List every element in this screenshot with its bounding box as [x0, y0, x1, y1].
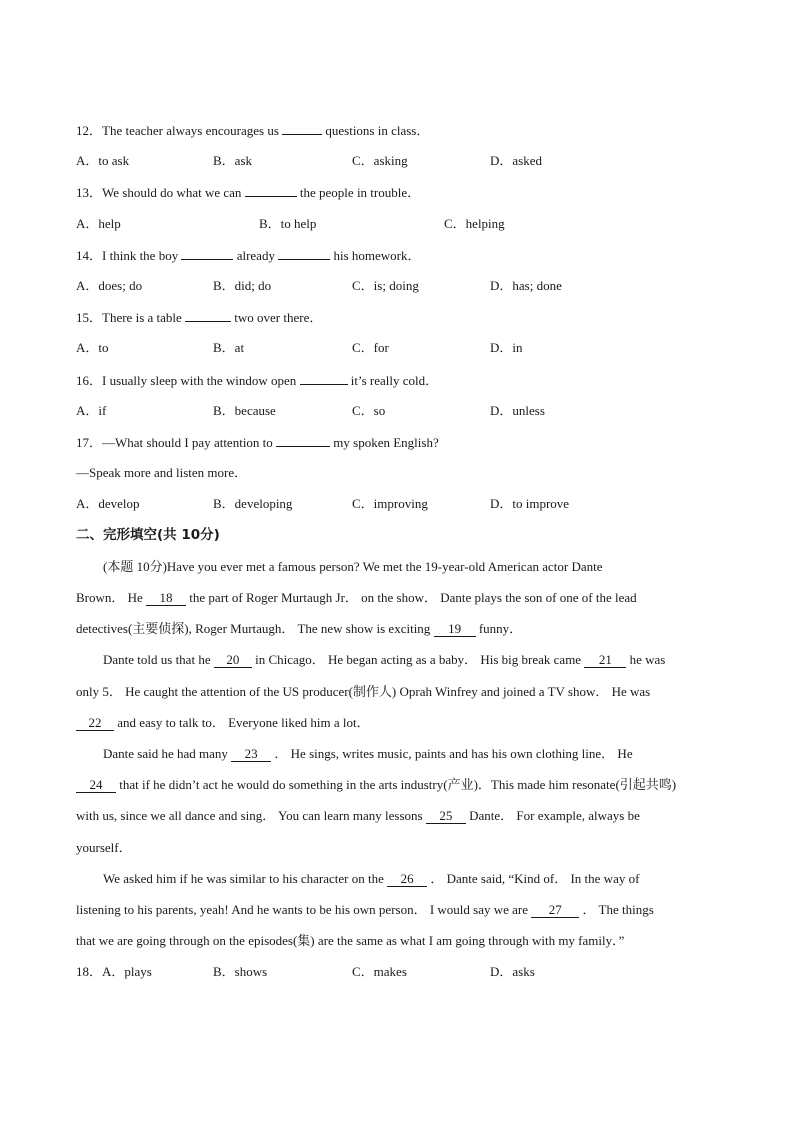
passage-text: listening to his parents, yeah! And he wants to be his own person． I would say we are: [76, 902, 529, 917]
answer-blank: [278, 247, 330, 260]
question-16: [76, 372, 438, 389]
cloze-blank-20: 20: [214, 653, 252, 668]
passage-line: [76, 621, 522, 637]
question-text: two over there．: [234, 310, 323, 325]
question-text: questions in class．: [325, 123, 430, 138]
passage-text: We asked him if he was similar to his character on the: [103, 871, 384, 886]
question-text: it’s really cold．: [350, 373, 439, 388]
cloze-blank-26: 26: [387, 872, 427, 887]
option-b: B．did; do: [213, 278, 272, 293]
passage-text: detectives(主要侦探), Roger Murtaugh． The new show is exciting: [76, 621, 431, 636]
cloze-blank-19: 19: [434, 622, 476, 637]
option-d: D．asks: [490, 964, 535, 979]
question-14: [76, 247, 421, 264]
option-c: C．improving: [352, 496, 428, 511]
question-number: 15．: [76, 310, 103, 325]
question-18: [76, 964, 152, 980]
option-b: B．ask: [213, 153, 253, 168]
question-text: I usually sleep with the window open: [102, 373, 297, 388]
option-c: C．helping: [444, 216, 505, 231]
passage-text: Dante told us that he: [103, 652, 211, 667]
question-text: my spoken English?: [333, 435, 439, 450]
answer-blank: [185, 309, 231, 322]
passage-line: [103, 871, 639, 887]
cloze-blank-27: 27: [531, 903, 579, 918]
passage-line: that we are going through on the episodes(集) are the same as what I am going through with my family．”: [76, 933, 625, 948]
question-text: We should do what we can: [102, 185, 242, 200]
option-d: D．has; done: [490, 278, 562, 293]
question-17: [76, 434, 439, 451]
option-c: C．for: [352, 340, 389, 355]
question-text: already: [236, 248, 275, 263]
option-b: B．shows: [213, 964, 268, 979]
passage-text: the part of Roger Murtaugh Jr． on the show． Dante plays the son of one of the lead: [189, 590, 637, 605]
question-number: 17．: [76, 435, 103, 450]
passage-line: [76, 715, 370, 731]
cloze-blank-23: 23: [231, 747, 271, 762]
option-b: B．to help: [259, 216, 317, 231]
question-12: [76, 122, 429, 139]
passage-line: [103, 746, 633, 762]
answer-blank: [282, 122, 322, 135]
option-a: A．does; do: [76, 278, 143, 293]
passage-line: [76, 590, 637, 606]
option-a: A．help: [76, 216, 121, 231]
passage-text: ． Dante said, “Kind of． In the way of: [430, 871, 640, 886]
option-c: C．asking: [352, 153, 408, 168]
passage-text: and easy to talk to． Everyone liked him a lot．: [117, 715, 370, 730]
question-text: —What should I pay attention to: [102, 435, 273, 450]
question-number: 12．: [76, 123, 103, 138]
passage-text: Brown． He: [76, 590, 143, 605]
option-b: B．because: [213, 403, 276, 418]
passage-text: ． He sings, writes music, paints and has his own clothing line． He: [274, 746, 633, 761]
option-d: D．asked: [490, 153, 542, 168]
passage-text: Dante． For example, always be: [469, 808, 640, 823]
passage-line: (本题 10分)Have you ever met a famous person? We met the 19-year-old American actor Dante: [103, 559, 603, 574]
passage-text: with us, since we all dance and sing． You can learn many lessons: [76, 808, 423, 823]
option-c: C．so: [352, 403, 386, 418]
passage-text: that if he didn’t act he would do something in the arts industry(产业)．This made him resonate(引起共鸣): [119, 777, 677, 792]
option-c: C．makes: [352, 964, 407, 979]
cloze-blank-25: 25: [426, 809, 466, 824]
option-c: C．is; doing: [352, 278, 419, 293]
cloze-blank-21: 21: [584, 653, 626, 668]
cloze-blank-22: 22: [76, 716, 114, 731]
option-d: D．in: [490, 340, 523, 355]
option-b: B．at: [213, 340, 245, 355]
answer-blank: [300, 372, 348, 385]
question-text: the people in trouble．: [299, 185, 421, 200]
option-a: A．plays: [102, 964, 152, 979]
passage-text: he was: [629, 652, 666, 667]
option-d: D．unless: [490, 403, 545, 418]
cloze-blank-18: 18: [146, 591, 186, 606]
option-a: A．to: [76, 340, 109, 355]
passage-line: [76, 777, 676, 793]
question-text: I think the boy: [102, 248, 179, 263]
cloze-blank-24: 24: [76, 778, 116, 793]
question-number: 18．: [76, 964, 103, 979]
question-13: [76, 184, 420, 201]
option-d: D．to improve: [490, 496, 570, 511]
passage-line: [76, 902, 654, 918]
passage-line: yourself．: [76, 840, 132, 855]
question-17-reply: —Speak more and listen more．: [76, 465, 248, 480]
question-number: 14．: [76, 248, 103, 263]
option-b: B．developing: [213, 496, 293, 511]
option-a: A．develop: [76, 496, 140, 511]
option-a: A．if: [76, 403, 107, 418]
option-a: A．to ask: [76, 153, 130, 168]
passage-text: ． The things: [582, 902, 654, 917]
question-text: his homework．: [333, 248, 421, 263]
question-number: 13．: [76, 185, 103, 200]
passage-text: funny．: [478, 621, 523, 636]
passage-text: Dante said he had many: [103, 746, 228, 761]
question-text: The teacher always encourages us: [102, 123, 279, 138]
question-15: [76, 309, 322, 326]
question-number: 16．: [76, 373, 103, 388]
question-text: There is a table: [102, 310, 182, 325]
answer-blank: [276, 434, 330, 447]
passage-text: in Chicago． He began acting as a baby． His big break came: [255, 652, 582, 667]
section-title: 二、完形填空(共 10分): [76, 527, 220, 543]
answer-blank: [245, 184, 297, 197]
passage-line: only 5． He caught the attention of the US producer(制作人) Oprah Winfrey and joined a TV show． He was: [76, 684, 651, 699]
passage-line: [103, 652, 665, 668]
passage-line: [76, 808, 640, 824]
answer-blank: [181, 247, 233, 260]
